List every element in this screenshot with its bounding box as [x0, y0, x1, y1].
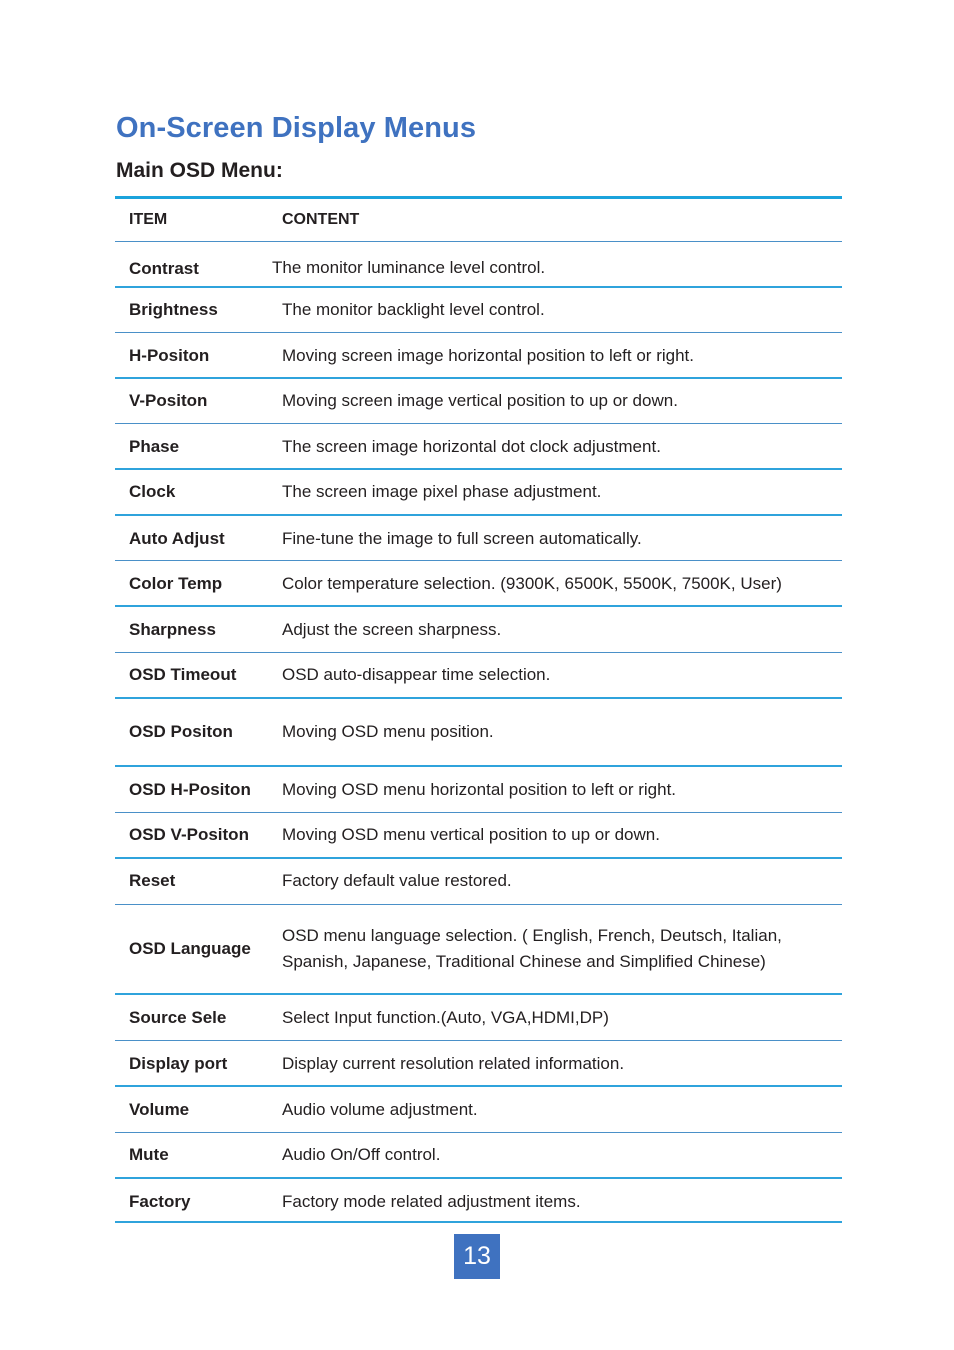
- section-title: Main OSD Menu:: [116, 159, 283, 182]
- row-content: Moving OSD menu position.: [282, 722, 494, 741]
- table-row: [115, 242, 842, 288]
- table-row: [115, 561, 842, 607]
- row-item: H-Positon: [129, 346, 210, 365]
- row-content: Select Input function.(Auto, VGA,HDMI,DP): [282, 1008, 609, 1027]
- row-item: Color Temp: [129, 574, 223, 593]
- row-content: Factory default value restored.: [282, 871, 512, 890]
- table-row: [115, 333, 842, 379]
- table-row: [115, 424, 842, 470]
- row-item: Display port: [129, 1054, 228, 1073]
- row-content: The monitor backlight level control.: [282, 300, 545, 319]
- table-row: [115, 1133, 842, 1179]
- table-row: [115, 653, 842, 699]
- row-item: Source Sele: [129, 1008, 227, 1027]
- row-content: The screen image pixel phase adjustment.: [282, 482, 602, 501]
- table-row: [115, 607, 842, 653]
- table-row: [115, 995, 842, 1041]
- table-row: [115, 905, 842, 995]
- row-item: Volume: [129, 1100, 190, 1119]
- row-item: OSD H-Positon: [129, 780, 251, 799]
- row-content: Adjust the screen sharpness.: [282, 620, 502, 639]
- table-row: [115, 1179, 842, 1223]
- table-row: [115, 1087, 842, 1133]
- row-item: V-Positon: [129, 391, 208, 410]
- row-item: Factory: [129, 1192, 191, 1211]
- table-row: [115, 516, 842, 561]
- osd-menu-table: [115, 196, 842, 1223]
- row-content: OSD auto-disappear time selection.: [282, 665, 551, 684]
- row-item: Reset: [129, 871, 176, 890]
- row-content: Fine-tune the image to full screen automatically.: [282, 529, 642, 548]
- row-item: Brightness: [129, 300, 218, 319]
- row-content: Audio On/Off control.: [282, 1145, 441, 1164]
- row-content: Audio volume adjustment.: [282, 1100, 478, 1119]
- header-content: CONTENT: [282, 211, 360, 228]
- row-content: OSD menu language selection. ( English, French, Deutsch, Italian,: [282, 926, 782, 945]
- header-item: ITEM: [129, 211, 168, 228]
- page-title: On-Screen Display Menus: [116, 112, 477, 144]
- row-content: The monitor luminance level control.: [272, 258, 546, 277]
- table-row: [115, 470, 842, 516]
- row-content: Moving OSD menu vertical position to up or down.: [282, 825, 660, 844]
- row-item: Contrast: [129, 259, 199, 278]
- row-content: Moving screen image vertical position to up or down.: [282, 391, 678, 410]
- row-item: Auto Adjust: [129, 529, 225, 548]
- row-content: Color temperature selection. (9300K, 6500K, 5500K, 7500K, User): [282, 574, 782, 593]
- row-item: Mute: [129, 1145, 169, 1164]
- row-content-line2: Spanish, Japanese, Traditional Chinese and Simplified Chinese): [282, 952, 766, 971]
- row-item: OSD Positon: [129, 722, 233, 741]
- row-item: Sharpness: [129, 620, 216, 639]
- table-header-row: [115, 199, 842, 242]
- table-row: [115, 379, 842, 424]
- row-content: Moving OSD menu horizontal position to left or right.: [282, 780, 677, 799]
- row-content: Moving screen image horizontal position to left or right.: [282, 346, 694, 365]
- row-item: Clock: [129, 482, 176, 501]
- table-row: [115, 813, 842, 859]
- row-item: OSD Language: [129, 939, 251, 958]
- page-number-badge: 13: [454, 1234, 500, 1279]
- row-item: OSD Timeout: [129, 665, 237, 684]
- table-row: [115, 699, 842, 767]
- row-content: The screen image horizontal dot clock adjustment.: [282, 437, 661, 456]
- row-item: Phase: [129, 437, 180, 456]
- row-item: OSD V-Positon: [129, 825, 249, 844]
- table-row: [115, 767, 842, 813]
- row-content: Display current resolution related information.: [282, 1054, 625, 1073]
- table-row: [115, 859, 842, 905]
- row-content: Factory mode related adjustment items.: [282, 1192, 581, 1211]
- table-row: [115, 288, 842, 333]
- table-row: [115, 1041, 842, 1087]
